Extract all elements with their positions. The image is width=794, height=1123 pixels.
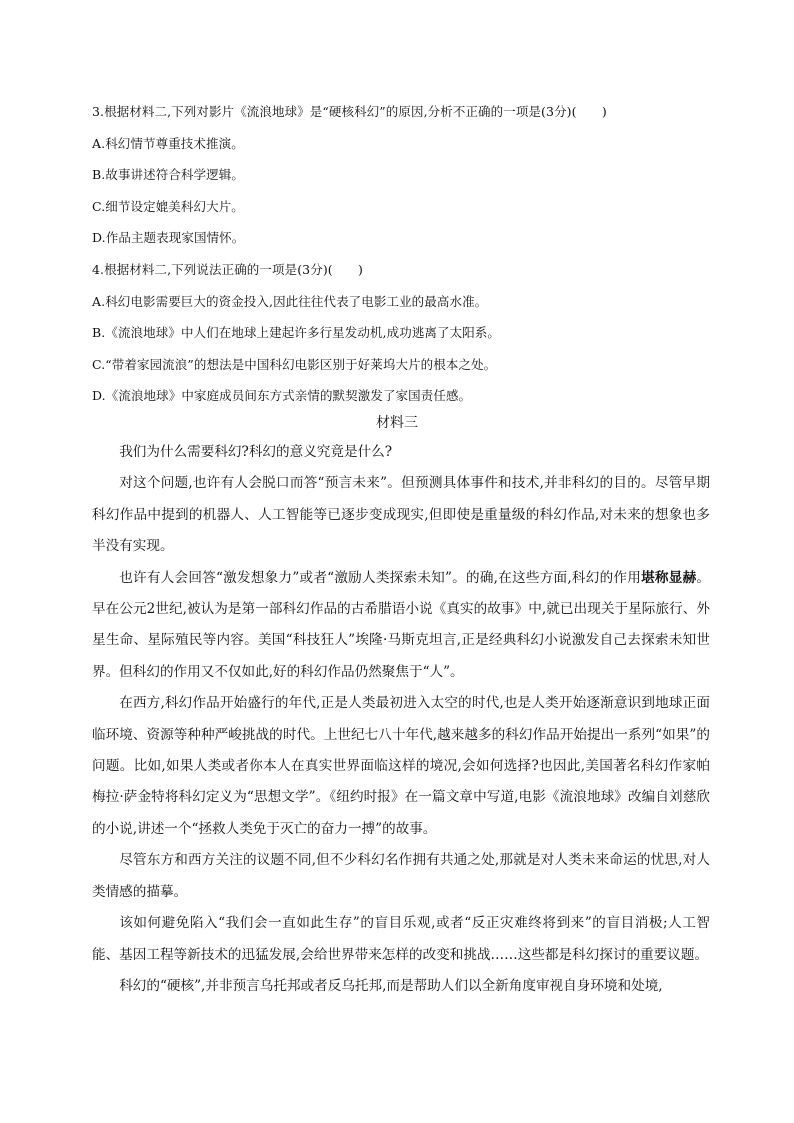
question-4-option-d: D.《流浪地球》中家庭成员间东方式亲情的默契激发了家国责任感。 (92, 388, 472, 404)
paragraph-5: 尽管东方和西方关注的议题不同,但不少科幻名作拥有共通之处,那就是对人类未来命运的忧思,对人类情感的描摹。 (92, 852, 710, 900)
question-3-option-b: B.故事讲述符合科学逻辑。 (92, 167, 244, 183)
question-3-option-a: A.科幻情节尊重技术推演。 (92, 135, 244, 151)
question-3-option-c: C.细节设定媲美科幻大片。 (92, 198, 244, 214)
paragraph-3 (92, 563, 710, 689)
question-4-option-c: C.“带着家园流浪”的想法是中国科幻电影区别于好莱坞大片的根本之处。 (92, 356, 497, 372)
questions-section (92, 96, 712, 412)
paragraph-2: 对这个问题,也许有人会脱口而答“预言未来”。但预测具体事件和技术,并非科幻的目的。尽管早期科幻作品中提到的机器人、人工智能等已逐步变成现实,但即使是重量级的科幻作品,对未来的想象也多半没有实现。 (92, 475, 710, 555)
question-3-stem: 3.根据材料二,下列对影片《流浪地球》是“硬核科幻”的原因,分析不正确的一项是(3分)( ) (92, 104, 607, 119)
paragraph-3-bold-phrase: 堪称显赫 (641, 569, 697, 586)
question-4-stem: 4.根据材料二,下列说法正确的一项是(3分)( ) (92, 261, 363, 277)
paragraph-1: 我们为什么需要科幻?科幻的意义究竟是什么? (119, 444, 393, 460)
question-4-option-b: B.《流浪地球》中人们在地球上建起许多行星发动机,成功逃离了太阳系。 (92, 325, 501, 341)
material-title: 材料三 (376, 415, 418, 431)
material-body (92, 437, 710, 1002)
paragraph-4: 在西方,科幻作品开始盛行的年代,正是人类最初进入太空的时代,也是人类开始逐渐意识到地球正面临环境、资源等种种严峻挑战的时代。上世纪七八十年代,越来越多的科幻作品开始提出一系列“如果”的问题。比如,如果人类或者你本人在真实世界面临这样的境况,会如何选择?也因此,美国著名科幻作家帕梅拉·萨金特将科幻定义为“思想文学”。《纽约时报》在一篇文章中写道,电影《流浪地球》改编自刘慈欣的小说,讲述一个“拯救人类免于灭亡的奋力一搏”的故事。 (92, 695, 710, 837)
paragraph-6: 该如何避免陷入“我们会一直如此生存”的盲目乐观,或者“反正灾难终将到来”的盲目消极;人工智能、基因工程等新技术的迅猛发展,会给世界带来怎样的改变和挑战……这些都是科幻探讨的重要议题。 (92, 915, 710, 963)
question-3-option-d: D.作品主题表现家国情怀。 (92, 230, 245, 246)
question-4-option-a: A.科幻电影需要巨大的资金投入,因此往往代表了电影工业的最高水准。 (92, 293, 488, 309)
paragraph-7: 科幻的“硬核”,并非预言乌托邦或者反乌托邦,而是帮助人们以全新角度审视自身环境和处境, (119, 977, 663, 994)
paragraph-3-text-a: 也许有人会回答“激发想象力”或者“激励人类探索未知”。的确,在这些方面,科幻的作用 (119, 569, 642, 586)
paragraph-3-text-b: 。早在公元2世纪,被认为是第一部科幻作品的古希腊语小说《真实的故事》中,就已出现关于星际旅行、外星生命、星际殖民等内容。美国“科技狂人”埃隆·马斯克坦言,正是经典科幻小说激发自己去探索未知世界。但科幻的作用又不仅如此,好的科幻作品仍然聚焦于“人”。 (92, 569, 710, 680)
